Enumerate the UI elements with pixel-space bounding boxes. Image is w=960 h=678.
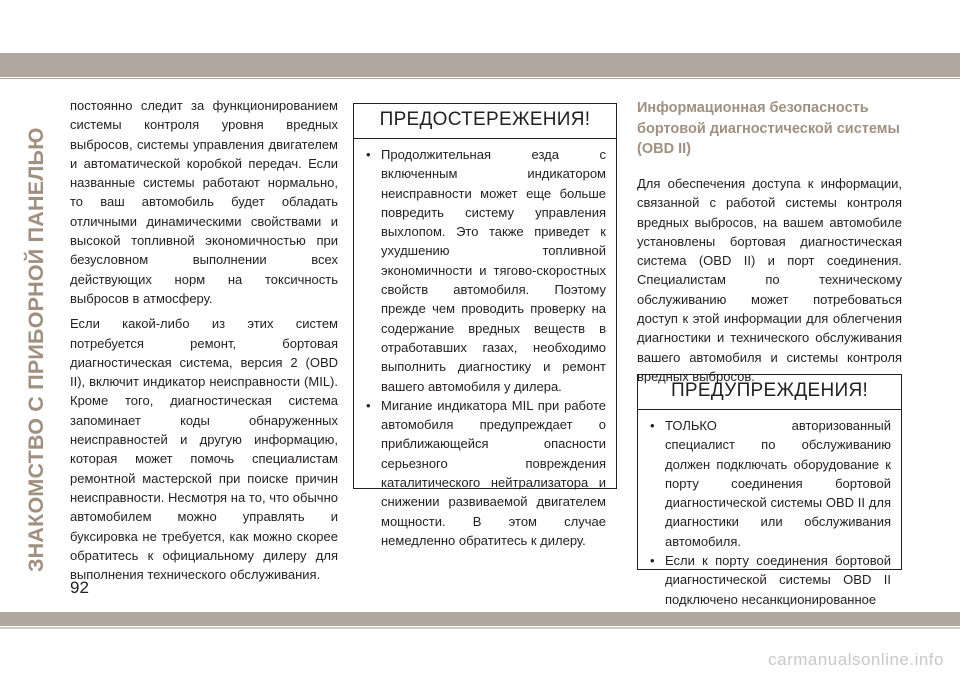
- section-side-title: ЗНАКОМСТВО С ПРИБОРНОЙ ПАНЕЛЬЮ: [24, 127, 48, 572]
- warning-item: • Продолжительная езда с включенным индикатором неисправности может еще больше повредить систему управления выхлопом. Это также приведет к ухудшению топливной экономичности и тягово-скоростных свойств автомобиля. Поэтому прежде чем проводить проверку на содержание вредных веществ в отработавших газах, необходимо выполнить диагностику и ремонт вашего автомобиля у дилера.: [366, 145, 606, 396]
- caution-item: • ТОЛЬКО авторизованный специалист по обслуживанию должен подключать оборудование к порту соединения бортовой диагностической системы OBD II для диагностики или обслуживания автомобиля.: [650, 416, 891, 551]
- caution-box: [637, 374, 902, 607]
- info-security-heading: Информационная безопасность бортовой диагностической системы (OBD II): [637, 100, 900, 157]
- caution-box-title: ПРЕДУПРЕЖДЕНИЯ!: [638, 375, 901, 410]
- warning-box-title: ПРЕДОСТЕРЕЖЕНИЯ!: [354, 104, 616, 139]
- warning-list: [354, 139, 616, 550]
- page-number: 92: [70, 578, 89, 597]
- bottom-divider-line: [0, 627, 960, 629]
- caution-list: [638, 410, 901, 609]
- warning-item: • Мигание индикатора MIL при работе автомобиля предупреждает о приближающейся опасности серьезного повреждения каталитического нейтрализатора и снижении развиваемой двигателем мощности. В этом случае немедленно обратитесь к дилеру.: [366, 396, 606, 550]
- body-column-left: [70, 96, 338, 590]
- bottom-decorative-band: [0, 612, 960, 626]
- paragraph-monitoring: постоянно следит за функционированием системы контроля уровня вредных выбросов, системы управления двигателем и автоматической коробкой передач. Если названные системы работают нормально, то ваш автомобиль будет обладать отличными динамическими свойствами и высокой топливной экономичностью при безусловном выполнении всех действующих норм на токсичность выбросов в атмосферу.: [70, 98, 338, 306]
- top-decorative-band: [0, 53, 960, 77]
- top-divider-line: [0, 78, 960, 79]
- caution-item: • Если к порту соединения бортовой диагностической системы OBD II подключено несанкционированное: [650, 551, 891, 609]
- watermark-text: carmanualsonline.info: [768, 650, 944, 669]
- paragraph-obd-access: Для обеспечения доступа к информации, связанной с работой системы контроля вредных выбросов, на вашем автомобиле установлены бортовая диагностическая система (OBD II) и порт соединения. Специалистам по техническому обслуживанию может потребоваться доступ к этой информации для облегчения диагностики и технического обслуживания вашего автомобиля и системы контроля вредных выбросов.: [637, 176, 902, 384]
- body-column-right: [637, 174, 902, 392]
- paragraph-repair: Если какой-либо из этих систем потребуется ремонт, бортовая диагностическая система, версия 2 (OBD II), включит индикатор неисправности (MIL). Кроме того, диагностическая система запоминает коды обнаруженных неисправностей и другую информацию, которая может помочь специалистам ремонтной мастерской при поиске причин неисправности. Несмотря на то, что обычно автомобилем можно управлять и буксировка не требуется, как можно скорее обратитесь к официальному дилеру для выполнения технического обслуживания.: [70, 316, 338, 583]
- warning-box: [353, 103, 617, 548]
